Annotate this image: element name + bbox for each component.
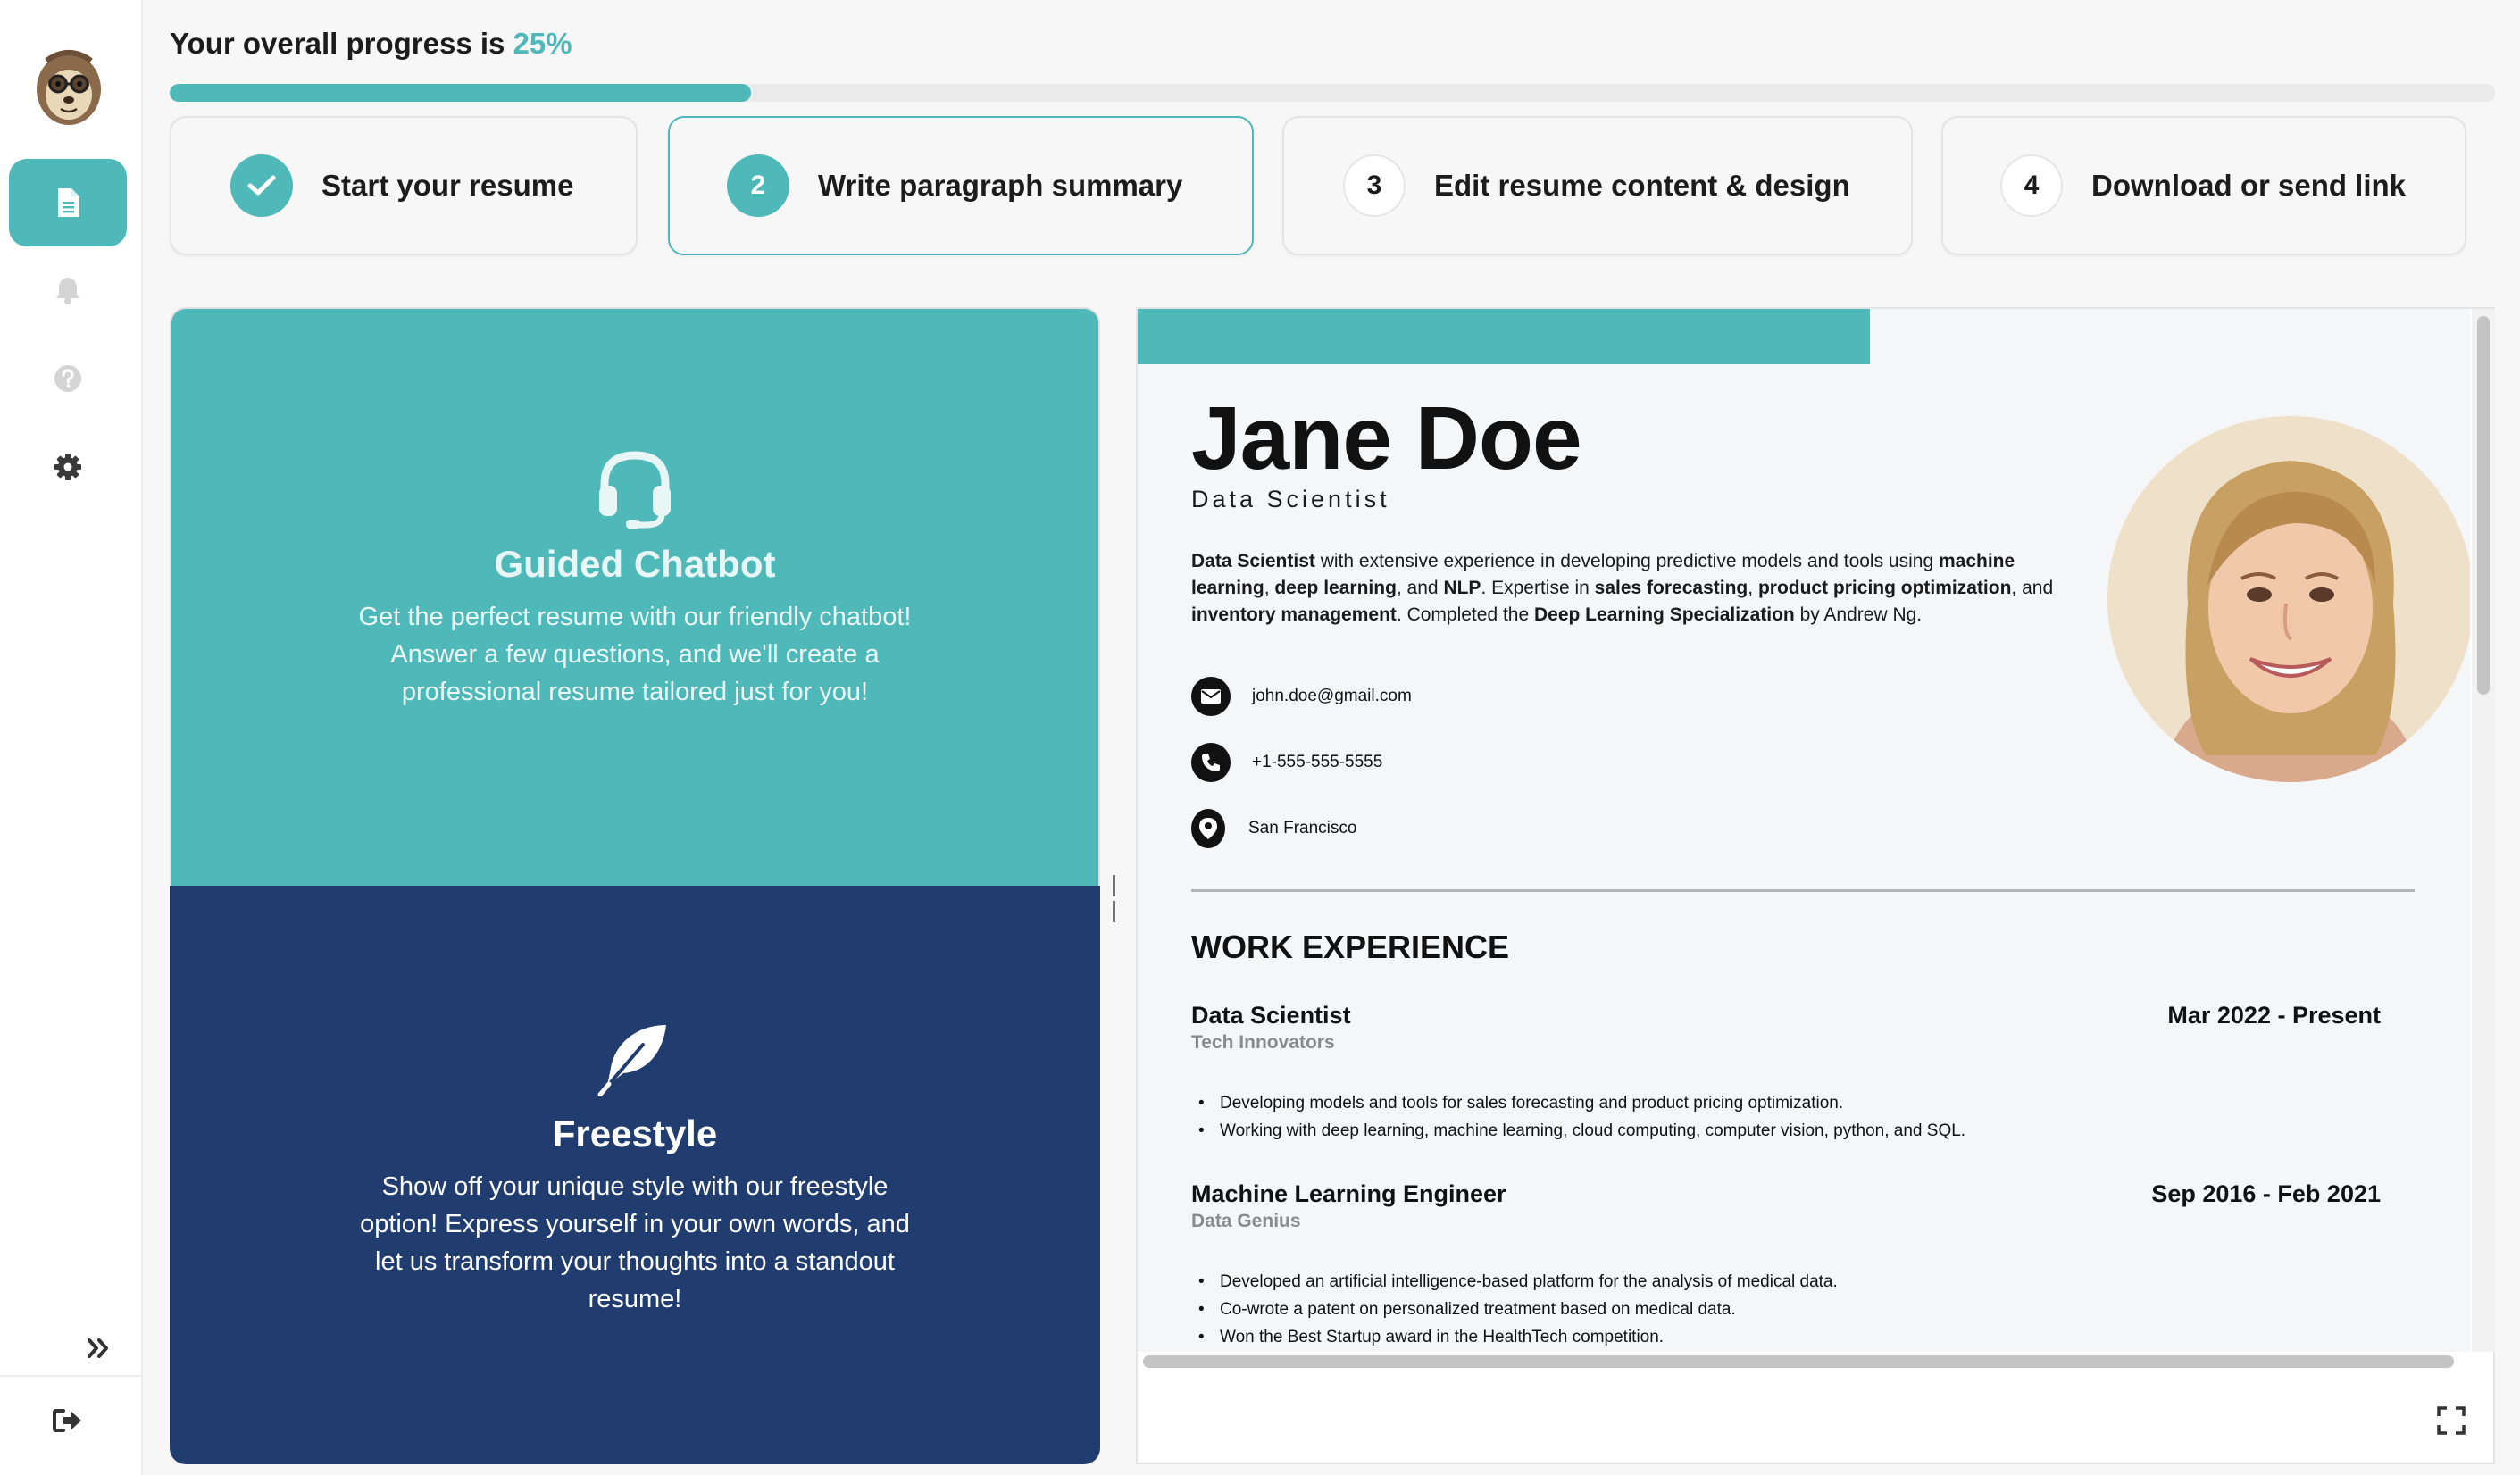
sloth-avatar[interactable] — [34, 45, 104, 127]
phone-icon — [1191, 743, 1231, 782]
logout-icon — [53, 1408, 83, 1433]
job-company: Data Genius — [1191, 1211, 1301, 1231]
list-item: • Developed an artificial intelligence-based platform for the analysis of medical data. — [1191, 1268, 2352, 1296]
step-label: Start your resume — [321, 169, 574, 202]
step-label: Write paragraph summary — [818, 169, 1183, 202]
step-paragraph-summary[interactable] — [668, 116, 1254, 255]
section-divider — [1191, 889, 2415, 892]
step-download[interactable] — [1941, 116, 2466, 255]
step-label: Edit resume content & design — [1434, 169, 1850, 202]
resume-name: Jane Doe — [1191, 388, 1581, 488]
document-icon — [56, 188, 79, 217]
check-icon — [230, 154, 293, 217]
step-start-resume[interactable] — [170, 116, 638, 255]
job-title: Data Scientist — [1191, 1002, 1351, 1029]
contact-email — [1191, 677, 1412, 716]
job-bullets — [1191, 1268, 2352, 1351]
profile-photo — [2107, 416, 2470, 782]
sidebar-item-notifications[interactable] — [9, 246, 127, 334]
step-number: 3 — [1343, 154, 1406, 217]
option-description: Get the perfect resume with our friendly chatbot! Answer a few questions, and we'll create a professional resume tailored just for you! — [358, 603, 912, 706]
location-text: San Francisco — [1248, 819, 1357, 838]
horizontal-scrollbar[interactable] — [1143, 1355, 2454, 1368]
contact-phone — [1191, 743, 1382, 782]
double-chevron-right-icon — [87, 1338, 110, 1359]
option-title: Guided Chatbot — [494, 543, 776, 585]
email-text: john.doe@gmail.com — [1252, 687, 1412, 705]
list-item: • Developing models and tools for sales forecasting and product pricing optimization. — [1191, 1089, 2352, 1117]
list-item: • Working with deep learning, machine learning, cloud computing, computer vision, python, and SQL. — [1191, 1117, 2352, 1145]
vertical-scrollbar[interactable] — [2477, 316, 2490, 695]
feather-icon — [170, 1021, 1100, 1104]
step-label: Download or send link — [2091, 169, 2407, 202]
job-dates: Mar 2022 - Present — [2167, 1002, 2381, 1029]
resume-summary: Data Scientist with extensive experience in developing predictive models and tools using machine learning, deep learning, and NLP. Expertise in sales forecasting, product pricing optimization, and inventory management. Completed the Deep Learning Specialization by Andrew Ng. — [1191, 551, 2054, 625]
question-icon — [54, 364, 82, 393]
progress-bar — [170, 84, 2495, 102]
option-title: Freestyle — [552, 1112, 718, 1154]
sidebar-item-settings[interactable] — [9, 423, 127, 511]
freestyle-option[interactable] — [170, 886, 1100, 1464]
job-dates: Sep 2016 - Feb 2021 — [2151, 1180, 2381, 1207]
progress-heading — [170, 27, 572, 61]
step-number: 4 — [2000, 154, 2063, 217]
headset-icon — [171, 448, 1098, 534]
option-description: Show off your unique style with our freestyle option! Express yourself in your own words, and let us transform your thoughts into a standout resume! — [360, 1172, 910, 1313]
bell-icon — [54, 276, 81, 304]
step-number: 2 — [727, 154, 789, 217]
job-title: Machine Learning Engineer — [1191, 1180, 1506, 1207]
list-item: • Co-wrote a patent on personalized treatment based on medical data. — [1191, 1296, 2352, 1323]
list-item: • Won the Best Startup award in the HealthTech competition. — [1191, 1323, 2352, 1351]
location-pin-icon — [1191, 809, 1225, 848]
fullscreen-icon — [2436, 1424, 2466, 1439]
fullscreen-button[interactable] — [2436, 1405, 2466, 1436]
progress-percent: 25% — [513, 27, 572, 60]
progress-bar-fill — [170, 84, 751, 102]
sidebar-item-help[interactable] — [9, 335, 127, 422]
resume-accent-bar — [1138, 309, 1870, 364]
resize-handle[interactable] — [1113, 875, 1122, 898]
job-company: Tech Innovators — [1191, 1032, 1335, 1053]
job-bullets — [1191, 1089, 2352, 1145]
resume-page — [1138, 309, 2470, 1352]
contact-location — [1191, 809, 1356, 848]
step-edit-content[interactable] — [1282, 116, 1913, 255]
section-title: WORK EXPERIENCE — [1191, 929, 1510, 965]
logout-button[interactable] — [9, 1377, 127, 1464]
guided-chatbot-option[interactable] — [170, 307, 1100, 886]
phone-text: +1-555-555-5555 — [1252, 753, 1383, 771]
gear-icon — [54, 453, 82, 481]
resume-role: Data Scientist — [1191, 486, 1390, 512]
resume-preview — [1136, 307, 2495, 1464]
sidebar — [0, 0, 143, 1475]
sidebar-item-resume[interactable] — [9, 159, 127, 246]
envelope-icon — [1191, 677, 1231, 716]
progress-label: Your overall progress is — [170, 27, 505, 60]
